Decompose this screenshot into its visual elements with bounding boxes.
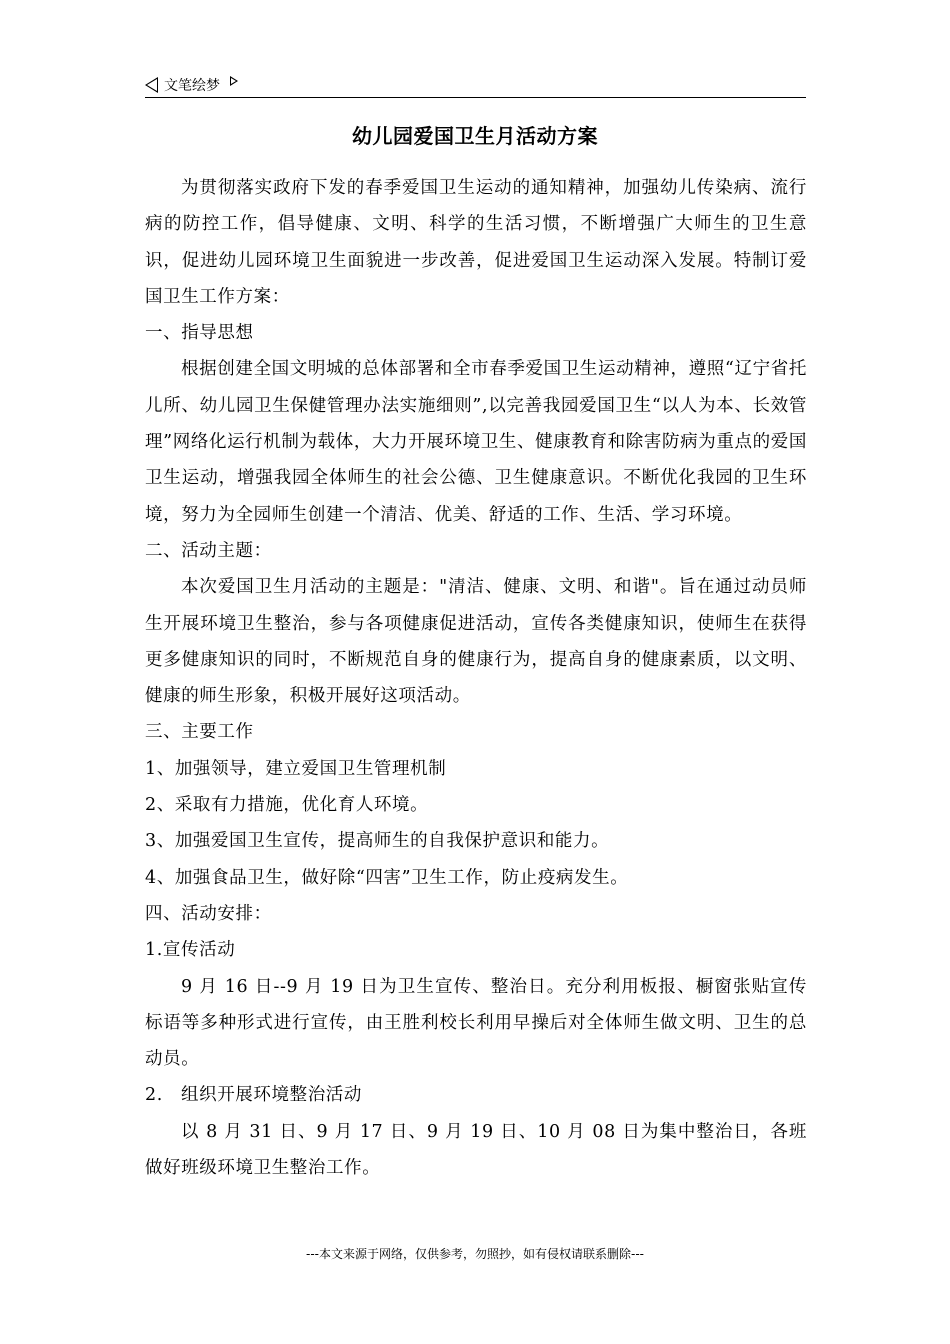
body-paragraph: 为贯彻落实政府下发的春季爱国卫生运动的通知精神，加强幼儿传染病、流行病的防控工作，倡导健康、文明、科学的生活习惯，不断增强广大师生的卫生意识，促进幼儿园环境卫生面貌进一步改善，促进爱国卫生运动深入发展。特制订爱国卫生工作方案： xyxy=(145,178,807,307)
body-paragraph: 以 8 月 31 日、9 月 17 日、9 月 19 日、10 月 08 日为集中整治日，各班做好班级环境卫生整治工作。 xyxy=(145,1121,807,1179)
section-heading: 一、指导思想 xyxy=(145,323,254,344)
document-title: 幼儿园爱国卫生月活动方案 xyxy=(352,124,598,148)
section-heading: 四、活动安排： xyxy=(145,903,272,924)
header-divider xyxy=(145,97,806,98)
section-heading: 4、加强食品卫生，做好除“四害”卫生工作，防止疫病发生。 xyxy=(145,867,629,888)
body-paragraph: 本次爱国卫生月活动的主题是："清洁、健康、文明、和谐"。旨在通过动员师生开展环境卫生整治，参与各项健康促进活动，宣传各类健康知识，使师生在获得更多健康知识的同时，不断规范自身的健康行为，提高自身的健康素质，以文明、健康的师生形象，积极开展好这项活动。 xyxy=(145,577,807,707)
body-paragraph: 根据创建全国文明城的总体部署和全市春季爱国卫生运动精神，遵照“辽宁省托儿所、幼儿园卫生保健管理办法实施细则”,以完善我园爱国卫生“以人为本、长效管理”网络化运行机制为载体，大力开展环境卫生、健康教育和除害防病为重点的爱国卫生运动，增强我园全体师生的社会公德、卫生健康意识。不断优化我园的卫生环境，努力为全园师生创建一个清洁、优美、舒适的工作、生活、学习环境。 xyxy=(145,359,807,525)
section-heading: 2. 组织开展环境整治活动 xyxy=(145,1085,362,1106)
section-heading: 1、加强领导，建立爱国卫生管理机制 xyxy=(145,758,447,779)
section-heading: 3、加强爱国卫生宣传，提高师生的自我保护意识和能力。 xyxy=(145,831,610,852)
section-heading: 2、采取有力措施，优化育人环境。 xyxy=(145,795,429,816)
footer-notice: ---本文来源于网络，仅供参考，勿照抄，如有侵权请联系删除--- xyxy=(306,1247,644,1261)
document-body xyxy=(145,170,807,1186)
section-heading: 1.宣传活动 xyxy=(145,940,236,961)
section-heading: 二、活动主题： xyxy=(145,540,272,561)
header-brand: 文笔绘梦 xyxy=(164,78,220,94)
body-paragraph: 9 月 16 日--9 月 19 日为卫生宣传、整治日。充分利用板报、橱窗张贴宣传标语等多种形式进行宣传，由王胜利校长利用早操后对全体师生做文明、卫生的总动员。 xyxy=(145,976,807,1070)
section-heading: 三、主要工作 xyxy=(145,722,254,743)
right-triangle-icon xyxy=(230,76,238,86)
page-header xyxy=(145,72,806,98)
left-triangle-icon xyxy=(145,77,158,93)
